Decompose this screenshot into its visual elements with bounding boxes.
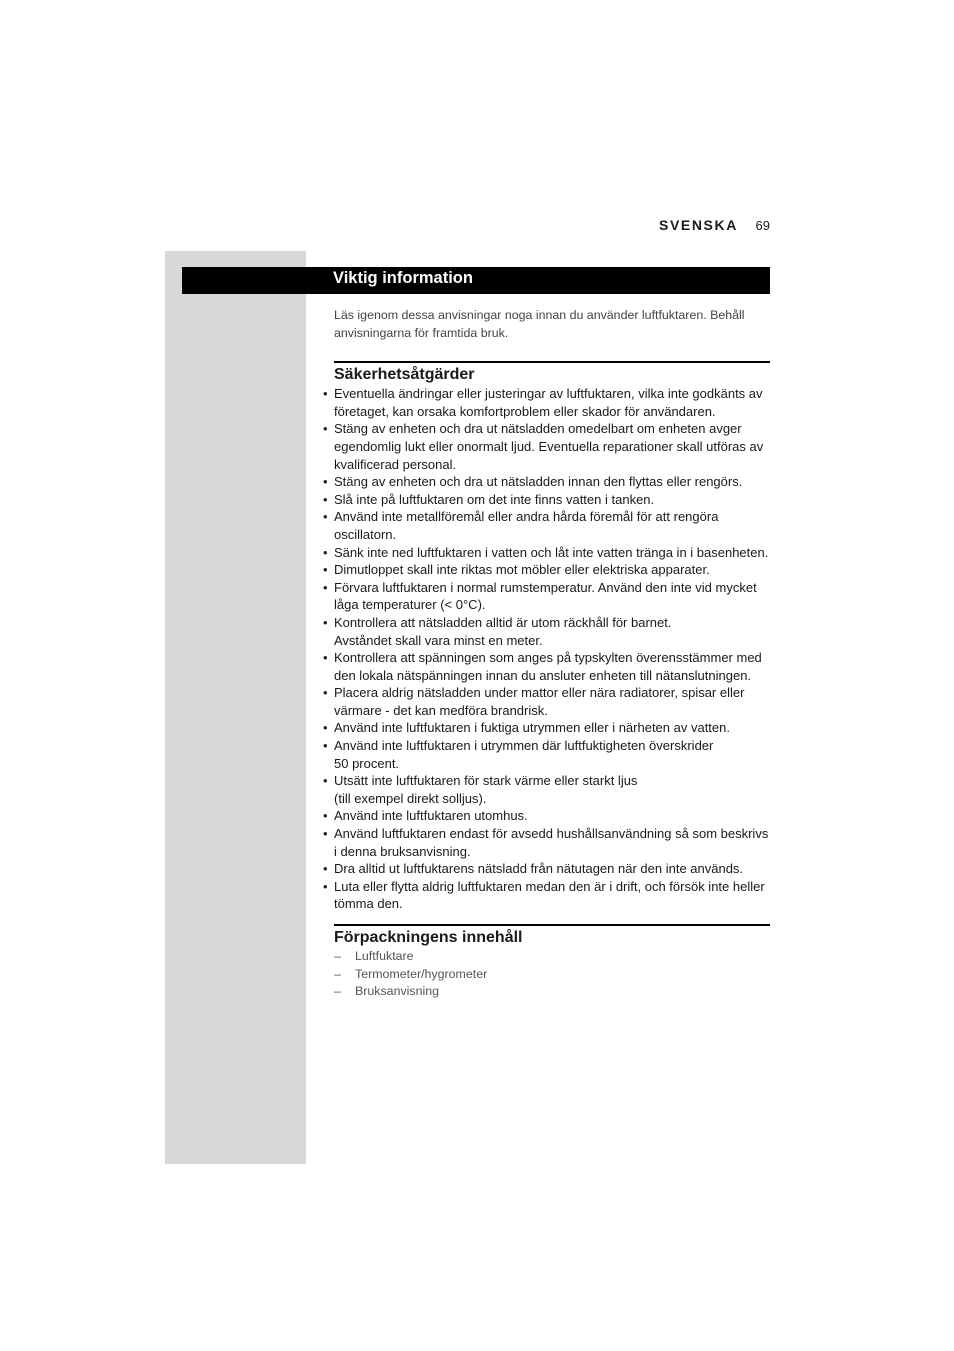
dash-mark: –	[334, 949, 341, 963]
safety-item	[323, 649, 770, 684]
safety-item-text: Eventuella ändringar eller justeringar av luftfuktaren, vilka inte godkänts av företaget, kan orsaka komfortproblem eller skador för användaren.	[334, 386, 763, 419]
package-list	[334, 948, 770, 1001]
bullet-mark: •	[323, 650, 328, 666]
safety-item	[323, 860, 770, 878]
intro-paragraph: Läs igenom dessa anvisningar noga innan du använder luftfuktaren. Behåll anvisningarna för framtida bruk.	[334, 308, 745, 340]
safety-item	[323, 544, 770, 562]
safety-item	[323, 385, 770, 420]
safety-list	[323, 385, 770, 913]
bullet-mark: •	[323, 562, 328, 578]
page-number: 69	[755, 218, 770, 233]
safety-item	[323, 684, 770, 719]
bullet-mark: •	[323, 421, 328, 437]
bullet-mark: •	[323, 861, 328, 877]
bullet-mark: •	[323, 826, 328, 842]
package-item	[334, 948, 770, 966]
bullet-mark: •	[323, 685, 328, 701]
main-content	[323, 307, 770, 1001]
safety-item-text: Stäng av enheten och dra ut nätsladden omedelbart om enheten avger egendomlig lukt eller onormalt ljud. Eventuella reparationer skall utföras av kvalificerad personal.	[334, 421, 764, 472]
safety-item	[323, 561, 770, 579]
safety-item-text: Använd luftfuktaren endast för avsedd hushållsanvändning så som beskrivs i denna bruksanvisning.	[334, 826, 769, 859]
package-item	[334, 966, 770, 984]
bullet-mark: •	[323, 808, 328, 824]
package-item-text: Termometer/hygrometer	[355, 966, 488, 981]
bullet-mark: •	[323, 491, 328, 507]
safety-item-text: Utsätt inte luftfuktaren för stark värme eller starkt ljus (till exempel direkt solljus).	[334, 773, 638, 806]
bullet-mark: •	[323, 773, 328, 789]
safety-item	[323, 508, 770, 543]
safety-item-text: Dimutloppet skall inte riktas mot möbler eller elektriska apparater.	[334, 562, 710, 578]
bullet-mark: •	[323, 738, 328, 754]
safety-item	[323, 420, 770, 473]
running-head	[560, 217, 770, 233]
safety-item	[323, 772, 770, 807]
bullet-mark: •	[323, 720, 328, 736]
package-item-text: Bruksanvisning	[355, 984, 440, 999]
safety-item-text: Förvara luftfuktaren i normal rumstemperatur. Använd den inte vid mycket låga temperaturer (< 0°C).	[334, 579, 757, 613]
safety-item	[323, 614, 770, 649]
safety-item	[323, 473, 770, 491]
safety-item-text: Använd inte metallföremål eller andra hårda föremål för att rengöra oscillatorn.	[334, 509, 719, 542]
safety-item	[323, 737, 770, 772]
safety-item	[323, 719, 770, 737]
title-bar	[182, 267, 770, 294]
dash-mark: –	[334, 984, 341, 999]
bullet-mark: •	[323, 614, 328, 630]
safety-item-text: Använd inte luftfuktaren i utrymmen där luftfuktigheten överskrider 50 procent.	[334, 738, 714, 771]
safety-item-text: Kontrollera att spänningen som anges på typskylten överensstämmer med den lokala nätspänningen innan du ansluter enheten till nätanslutningen.	[334, 650, 762, 683]
bullet-mark: •	[323, 878, 328, 894]
package-item-text: Luftfuktare	[355, 949, 414, 963]
bullet-mark: •	[323, 386, 328, 402]
safety-item-text: Placera aldrig nätsladden under mattor eller nära radiatorer, spisar eller värmare - det kan medföra brandrisk.	[334, 685, 745, 718]
safety-item-text: Luta eller flytta aldrig luftfuktaren medan den är i drift, och försök inte heller tömma den.	[334, 878, 765, 912]
page-title: Viktig information	[333, 269, 473, 287]
sidebar-band	[165, 251, 306, 1164]
safety-item-text: Dra alltid ut luftfuktarens nätsladd från nätutagen när den inte används.	[334, 861, 744, 877]
safety-item	[323, 825, 770, 860]
bullet-mark: •	[323, 579, 328, 595]
safety-item-text: Använd inte luftfuktaren utomhus.	[334, 808, 528, 824]
safety-item	[323, 491, 770, 509]
bullet-mark: •	[323, 544, 328, 560]
safety-item	[323, 878, 770, 913]
safety-heading: Säkerhetsåtgärder	[334, 361, 770, 385]
bullet-mark: •	[323, 474, 328, 490]
language-label: SVENSKA	[659, 217, 738, 233]
safety-item	[323, 807, 770, 825]
bullet-mark: •	[323, 509, 328, 525]
safety-item-text: Kontrollera att nätsladden alltid är utom räckhåll för barnet. Avståndet skall vara minst en meter.	[334, 614, 672, 648]
package-heading: Förpackningens innehåll	[334, 924, 770, 948]
dash-mark: –	[334, 966, 341, 981]
package-item	[334, 983, 770, 1001]
safety-item-text: Slå inte på luftfuktaren om det inte finns vatten i tanken.	[334, 491, 655, 507]
safety-item-text: Sänk inte ned luftfuktaren i vatten och låt inte vatten tränga in i basenheten.	[334, 544, 769, 560]
safety-item-text: Använd inte luftfuktaren i fuktiga utrymmen eller i närheten av vatten.	[334, 720, 730, 736]
safety-item	[323, 579, 770, 614]
safety-item-text: Stäng av enheten och dra ut nätsladden innan den flyttas eller rengörs.	[334, 474, 743, 490]
